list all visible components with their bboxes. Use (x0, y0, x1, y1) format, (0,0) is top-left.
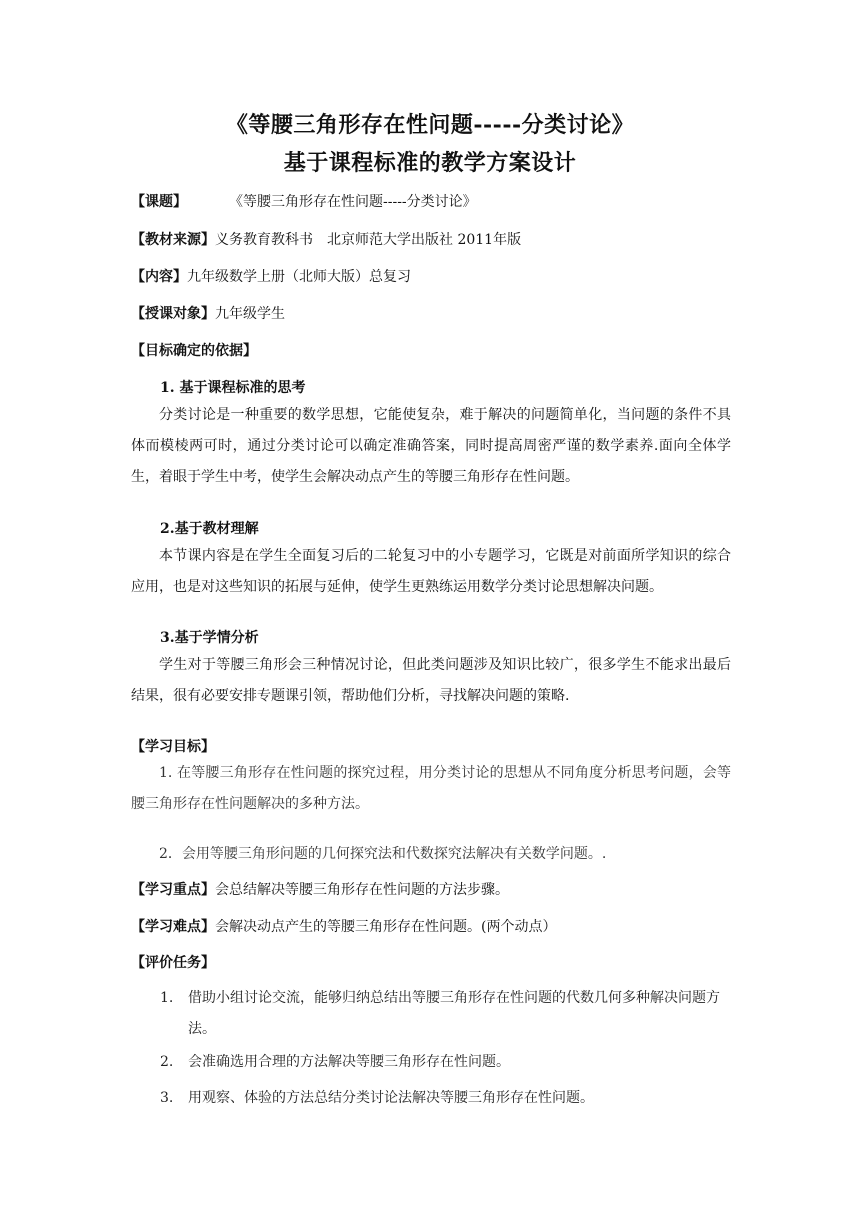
tasks-heading: 【评价任务】 (131, 955, 215, 971)
difficulty-label: 【学习难点】 (131, 919, 215, 935)
goals-heading: 【学习目标】 (131, 739, 215, 755)
document-title: 《等腰三角形存在性问题-----分类讨论》 (225, 112, 635, 138)
basis-section-2-title: 2.基于教材理解 (160, 521, 259, 537)
basis-section-1-title: 1. 基于课程标准的思考 (160, 380, 306, 396)
task-item-3-number: 3. (160, 1090, 174, 1106)
meta-audience-label: 【授课对象】 (131, 306, 215, 322)
meta-content-label: 【内容】 (131, 269, 187, 285)
key-point-label: 【学习重点】 (131, 882, 215, 898)
task-item-3-text: 用观察、体验的方法总结分类讨论法解决等腰三角形存在性问题。 (188, 1090, 594, 1106)
meta-topic (131, 191, 477, 211)
meta-source-label: 【教材来源】 (131, 232, 215, 248)
basis-heading: 【目标确定的依据】 (131, 343, 257, 359)
meta-audience-value: 九年级学生 (215, 306, 285, 322)
meta-content (131, 266, 411, 286)
task-item-2-number: 2. (160, 1054, 174, 1070)
difficulty-value: 会解决动点产生的等腰三角形存在性问题。(两个动点） (215, 919, 557, 935)
basis-section-3-title: 3.基于学情分析 (160, 630, 259, 646)
task-item-3 (160, 1083, 732, 1114)
key-point-value: 会总结解决等腰三角形存在性问题的方法步骤。 (215, 882, 509, 898)
meta-source (131, 229, 521, 249)
meta-topic-value: 《等腰三角形存在性问题-----分类讨论》 (229, 194, 477, 210)
task-item-2-text: 会准确选用合理的方法解决等腰三角形存在性问题。 (188, 1054, 510, 1070)
basis-section-3-text: 学生对于等腰三角形会三种情况讨论，但此类问题涉及知识比较广，很多学生不能求出最后结果，很有必要安排专题课引领，帮助他们分析，寻找解决问题的策略. (131, 657, 731, 704)
difficulty (131, 916, 556, 936)
task-item-1-number: 1. (160, 990, 174, 1006)
basis-section-1-text: 分类讨论是一种重要的数学思想，它能使复杂，难于解决的问题简单化，当问题的条件不具体而模棱两可时，通过分类讨论可以确定准确答案，同时提高周密严谨的数学素养.面向全体学生，着眼于学生中考，使学生会解决动点产生的等腰三角形存在性问题。 (131, 407, 731, 485)
basis-section-2-text: 本节课内容是在学生全面复习后的二轮复习中的小专题学习，它既是对前面所学知识的综合应用，也是对这些知识的拓展与延伸，使学生更熟练运用数学分类讨论思想解决问题。 (131, 548, 731, 595)
goal-item-1: 1. 在等腰三角形存在性问题的探究过程，用分类讨论的思想从不同角度分析思考问题，会等腰三角形存在性问题解决的多种方法。 (131, 765, 731, 812)
meta-topic-label: 【课题】 (131, 194, 187, 210)
task-item-1-text: 借助小组讨论交流，能够归纳总结出等腰三角形存在性问题的代数几何多种解决问题方法。 (188, 990, 720, 1037)
meta-content-value: 九年级数学上册（北师大版）总复习 (187, 269, 411, 285)
goal-item-2: 2．会用等腰三角形问题的几何探究法和代数探究法解决有关数学问题。. (159, 846, 607, 862)
key-point (131, 879, 509, 899)
meta-source-value: 义务教育教科书 北京师范大学出版社 2011年版 (215, 232, 522, 248)
task-item-1 (160, 983, 732, 1045)
task-item-2 (160, 1047, 732, 1078)
document-subtitle: 基于课程标准的教学方案设计 (283, 150, 577, 176)
meta-audience (131, 303, 285, 323)
